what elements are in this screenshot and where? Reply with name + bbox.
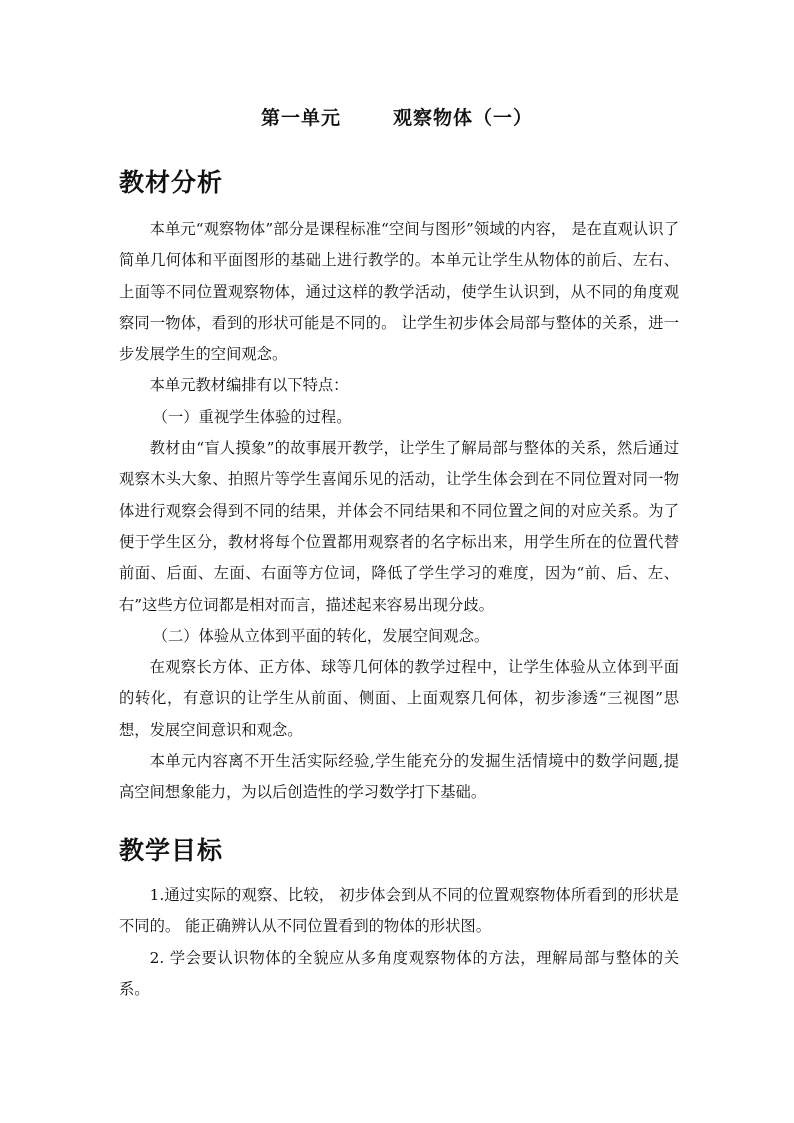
analysis-paragraph-summary: 本单元内容离不开生活实际经验,学生能充分的发掘生活情境中的数学问题,提高空间想象能力，为以后创造性的学习数学打下基础。 (119, 752, 679, 802)
section-heading-analysis: 教材分析 (119, 168, 224, 197)
goal-item-2: 2. 学会要认识物体的全貌应从多角度观察物体的方法，理解局部与整体的关系。 (119, 948, 679, 998)
analysis-paragraph-3d-to-2d: 在观察长方体、正方体、球等几何体的教学过程中，让学生体验从立体到平面的转化，有意识的让学生从前面、侧面、上面观察几何体，初步渗透“三视图”思想，发展空间意识和观念。 (119, 658, 679, 739)
title-topic: 观察物体（一） (393, 107, 534, 129)
goal-item-1: 1.通过实际的观察、比较， 初步体会到从不同的位置观察物体所看到的形状是不同的。 能正确辨认从不同位置看到的物体的形状图。 (119, 886, 679, 936)
analysis-subheading-1: （一）重视学生体验的过程。 (152, 407, 352, 426)
analysis-subheading-2: （二）体验从立体到平面的转化，发展空间观念。 (152, 626, 490, 645)
goals-body (119, 880, 679, 1005)
analysis-paragraph-intro: 本单元“观察物体”部分是课程标准“空间与图形”领域的内容， 是在直观认识了简单几何体和平面图形的基础上进行教学的。本单元让学生从物体的前后、左右、上面等不同位置观察物体，通过这样的教学活动，使学生认识到，从不同的角度观察同一物体，看到的形状可能是不同的。 让学生初步体会局部与整体的关系，进一步发展学生的空间观念。 (119, 220, 679, 364)
analysis-paragraph-experience: 教材由“盲人摸象”的故事展开教学，让学生了解局部与整体的关系，然后通过观察木头大象、拍照片等学生喜闻乐见的活动，让学生体会到在不同位置对同一物体进行观察会得到不同的结果，并体会不同结果和不同位置之间的对应关系。为了便于学生区分，教材将每个位置都用观察者的名字标出来，用学生所在的位置代替前面、后面、左面、右面等方位词，降低了学生学习的难度，因为“前、后、左、右”这些方位词都是相对而言，描述起来容易出现分歧。 (119, 439, 679, 614)
title-unit: 第一单元 (260, 107, 341, 129)
document-title (0, 103, 794, 130)
analysis-body (119, 214, 679, 809)
analysis-paragraph-features: 本单元教材编排有以下特点： (149, 376, 349, 395)
section-heading-goals: 教学目标 (119, 836, 224, 865)
